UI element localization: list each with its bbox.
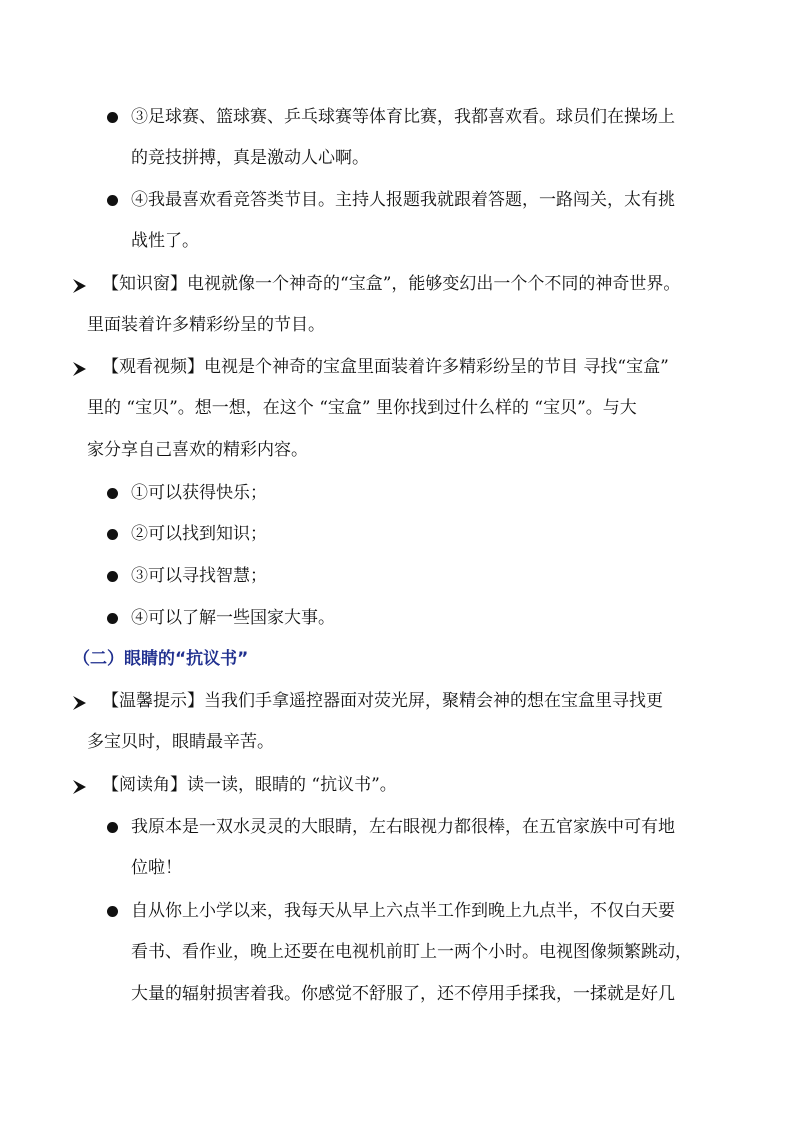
- paragraph-text: 里的 “宝贝”。想一想，在这个 “宝盒” 里你找到过什么样的 “宝贝”。与大: [87, 398, 637, 418]
- bullet-dot-icon: [107, 822, 118, 833]
- list-item-text: 我原本是一双水灵灵的大眼睛，左右眼视力都很棒，在五官家族中可有地: [131, 817, 675, 837]
- paragraph-text: 【知识窗】电视就像一个神奇的“宝盒”，能够变幻出一个个不同的神奇世界。: [102, 274, 681, 294]
- bullet-dot-icon: [107, 488, 118, 499]
- paragraph-text: 家分享自己喜欢的精彩内容。: [87, 440, 308, 460]
- list-item-text: ④我最喜欢看竞答类节目。主持人报题我就跟着答题，一路闯关，太有挑: [131, 190, 675, 210]
- list-item-text: ②可以找到知识；: [131, 524, 267, 544]
- paragraph-text: 【阅读角】读一读，眼睛的 “抗议书”。: [102, 775, 397, 795]
- list-item-text: 看书、看作业，晚上还要在电视机前盯上一两个小时。电视图像频繁跳动，: [131, 942, 692, 962]
- list-item-text: 战性了。: [131, 231, 199, 251]
- bullet-dot-icon: [107, 529, 118, 540]
- bullet-dot-icon: [107, 613, 118, 624]
- arrow-bullet-icon: [73, 362, 86, 376]
- paragraph-text: 多宝贝时，眼睛最辛苦。: [87, 732, 274, 752]
- list-item-text: ④可以了解一些国家大事。: [131, 608, 335, 628]
- bullet-dot-icon: [107, 571, 118, 582]
- list-item-text: ①可以获得快乐；: [131, 483, 267, 503]
- arrow-bullet-icon: [73, 279, 86, 293]
- list-item-text: 大量的辐射损害着我。你感觉不舒服了，还不停用手揉我，一揉就是好几: [131, 984, 675, 1004]
- paragraph-text: 里面装着许多精彩纷呈的节目。: [87, 315, 325, 335]
- list-item-text: 位啦！: [131, 858, 182, 878]
- list-item-text: 自从你上小学以来，我每天从早上六点半工作到晚上九点半，不仅白天要: [131, 901, 675, 921]
- section-heading: （二）眼睛的“抗议书”: [73, 649, 249, 669]
- arrow-bullet-icon: [73, 696, 86, 710]
- list-item-text: ③可以寻找智慧；: [131, 566, 267, 586]
- bullet-dot-icon: [107, 112, 118, 123]
- list-item-text: 的竞技拼搏，真是激动人心啊。: [131, 148, 369, 168]
- list-item-text: ③足球赛、篮球赛、乒乓球赛等体育比赛，我都喜欢看。球员们在操场上: [131, 107, 675, 127]
- arrow-bullet-icon: [73, 780, 86, 794]
- bullet-dot-icon: [107, 906, 118, 917]
- bullet-dot-icon: [107, 195, 118, 206]
- paragraph-text: 【温馨提示】当我们手拿遥控器面对荧光屏，聚精会神的想在宝盒里寻找更: [102, 691, 663, 711]
- paragraph-text: 【观看视频】电视是个神奇的宝盒里面装着许多精彩纷呈的节目 寻找“宝盒”: [102, 357, 669, 377]
